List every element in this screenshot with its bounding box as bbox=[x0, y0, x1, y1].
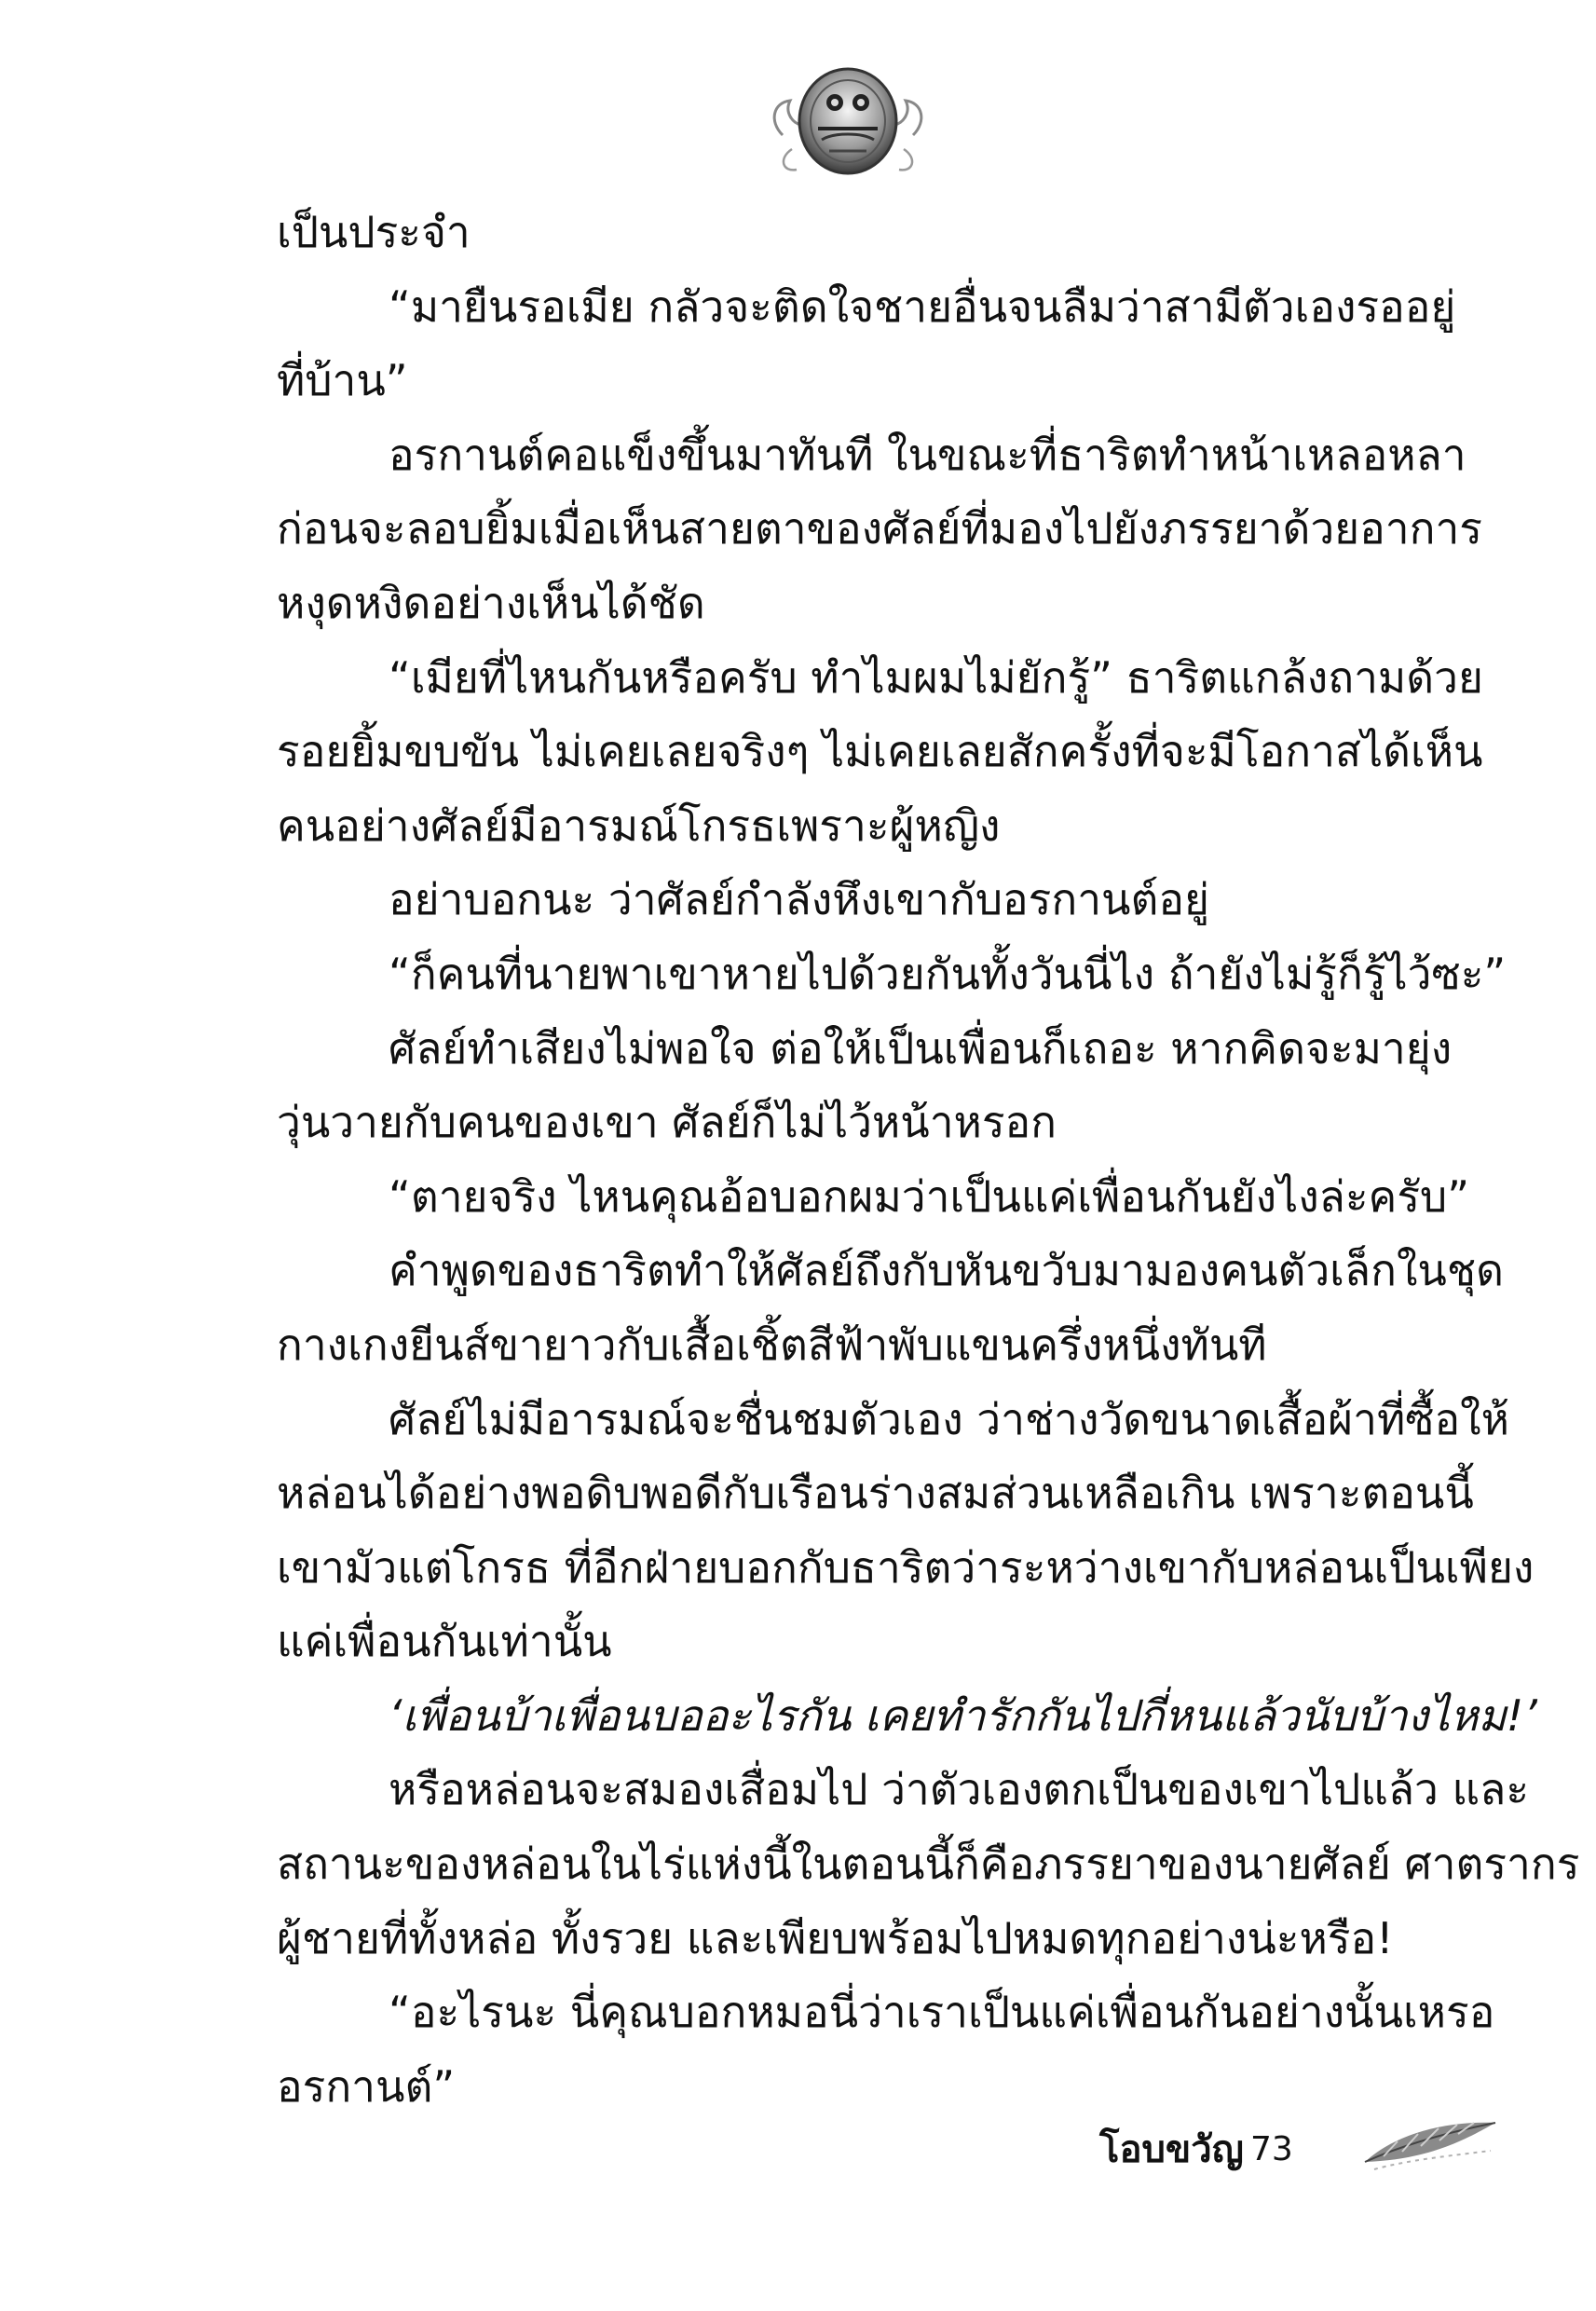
text-line: ก่อนจะลอบยิ้มเมื่อเห็นสายตาของศัลย์ที่มองไปยังภรรยาด้วยอาการ bbox=[277, 503, 1482, 554]
text-line: หงุดหงิดอย่างเห็นได้ชัด bbox=[277, 577, 705, 628]
text-line: แค่เพื่อนกันเท่านั้น bbox=[277, 1616, 612, 1667]
text-line: รอยยิ้มขบขัน ไม่เคยเลยจริงๆ ไม่เคยเลยสักครั้งที่จะมีโอกาสได้เห็น bbox=[277, 726, 1483, 777]
ornament-logo-icon bbox=[764, 47, 932, 186]
text-line: ผู้ชายที่ทั้งหล่อ ทั้งรวย และเพียบพร้อมไปหมดทุกอย่างน่ะหรือ! bbox=[277, 1912, 1394, 1963]
text-line: “ก็คนที่นายพาเขาหายไปด้วยกันทั้งวันนี่ไง ถ้ายังไม่รู้ก็รู้ไว้ซะ” bbox=[389, 948, 1507, 999]
page-footer bbox=[1099, 2113, 1528, 2188]
text-line: “มายืนรอเมีย กลัวจะติดใจชายอื่นจนลืมว่าสามีตัวเองรออยู่ bbox=[389, 280, 1456, 332]
text-line: อรกานต์คอแข็งขึ้นมาทันที ในขณะที่ธาริตทำหน้าเหลอหลา bbox=[389, 429, 1466, 480]
text-line: คนอย่างศัลย์มีอารมณ์โกรธเพราะผู้หญิง bbox=[277, 800, 1001, 851]
text-line: “อะไรนะ นี่คุณบอกหมอนี่ว่าเราเป็นแค่เพื่อนกันอย่างนั้นเหรอ bbox=[389, 1987, 1495, 2038]
text-line: อย่าบอกนะ ว่าศัลย์กำลังหึงเขากับอรกานต์อยู่ bbox=[389, 874, 1209, 925]
feather-ornament-icon bbox=[1360, 2113, 1500, 2179]
body-text bbox=[277, 196, 1580, 2124]
text-line: วุ่นวายกับคนของเขา ศัลย์ก็ไม่ไว้หน้าหรอก bbox=[277, 1097, 1057, 1148]
text-line: กางเกงยีนส์ขายาวกับเสื้อเชิ้ตสีฟ้าพับแขนครึ่งหนึ่งทันที bbox=[277, 1319, 1267, 1370]
book-title: โอบขวัญ bbox=[1099, 2128, 1244, 2171]
text-line: สถานะของหล่อนในไร่แห่งนี้ในตอนนี้ก็คือภรรยาของนายศัลย์ ศาตรากร bbox=[277, 1839, 1580, 1890]
text-line: ศัลย์ไม่มีอารมณ์จะชื่นชมตัวเอง ว่าช่างวัดขนาดเสื้อผ้าที่ซื้อให้ bbox=[389, 1393, 1509, 1444]
text-line: “ตายจริง ไหนคุณอ้อบอกผมว่าเป็นแค่เพื่อนกันยังไงล่ะครับ” bbox=[389, 1170, 1470, 1222]
text-line: ศัลย์ทำเสียงไม่พอใจ ต่อให้เป็นเพื่อนก็เถอะ หากคิดจะมายุ่ง bbox=[389, 1022, 1453, 1073]
text-line: ‘เพื่อนบ้าเพื่อนบออะไรกัน เคยทำรักกันไปกี่หนแล้วนับบ้างไหม!’ bbox=[389, 1689, 1537, 1741]
text-line: ที่บ้าน” bbox=[277, 355, 408, 406]
text-line: คำพูดของธาริตทำให้ศัลย์ถึงกับหันขวับมามองคนตัวเล็กในชุด bbox=[389, 1245, 1504, 1296]
text-line: เขามัวแต่โกรธ ที่อีกฝ่ายบอกกับธาริตว่าระหว่างเขากับหล่อนเป็นเพียง bbox=[277, 1541, 1535, 1593]
text-line: หรือหล่อนจะสมองเสื่อมไป ว่าตัวเองตกเป็นของเขาไปแล้ว และ bbox=[389, 1764, 1530, 1815]
text-line: หล่อนได้อย่างพอดิบพอดีกับเรือนร่างสมส่วนเหลือเกิน เพราะตอนนี้ bbox=[277, 1468, 1474, 1519]
text-line: อรกานต์” bbox=[277, 2060, 456, 2112]
text-line: เป็นประจำ bbox=[277, 207, 471, 257]
page-number: 73 bbox=[1250, 2130, 1293, 2168]
text-line: “เมียที่ไหนกันหรือครับ ทำไมผมไม่ยักรู้” ธาริตแกล้งถามด้วย bbox=[389, 651, 1483, 703]
